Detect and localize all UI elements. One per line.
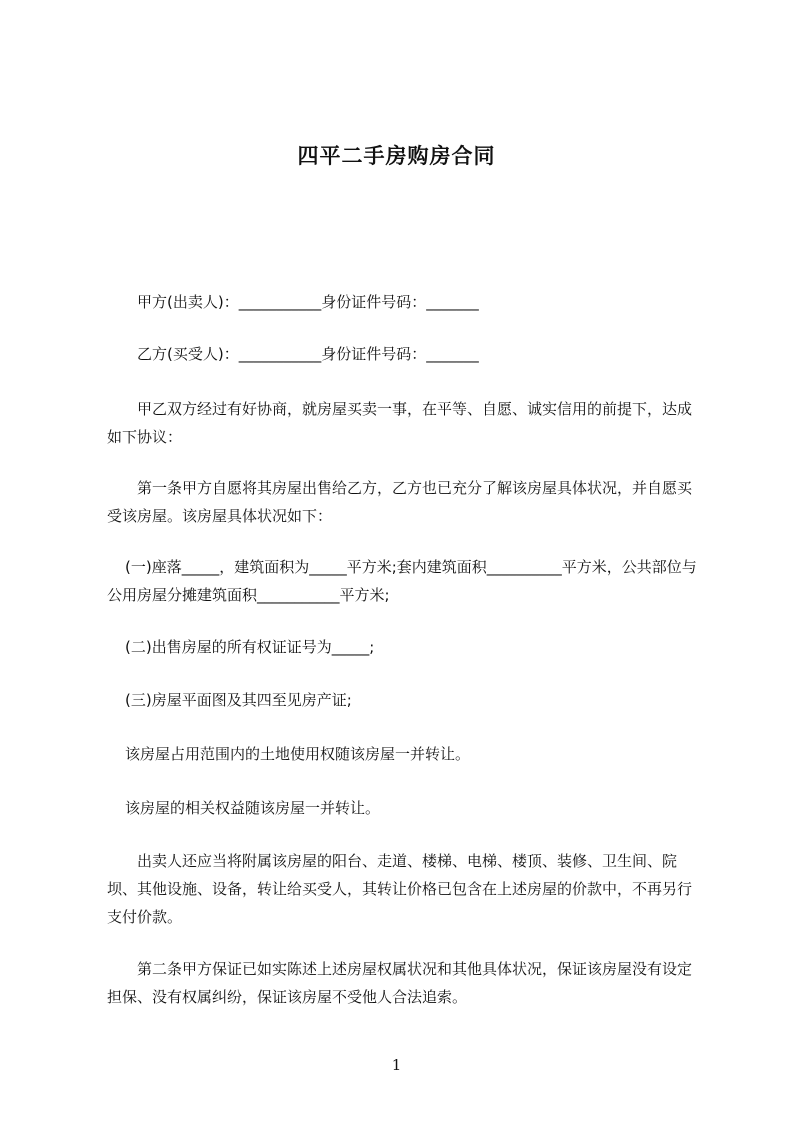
clause-location-area: (一)座落_____，建筑面积为_____平方米;套内建筑面积__________平方米，公共部位与公用房屋分摊建筑面积___________平方米;	[107, 558, 697, 604]
party-b-line: 乙方(买受人)：___________身份证件号码：_______	[137, 345, 479, 363]
article-two: 第二条甲方保证已如实陈述上述房屋权属状况和其他具体状况，保证该房屋没有设定担保、没有权属纠纷，保证该房屋不受他人合法追索。	[107, 960, 693, 1006]
page-number: 1	[391, 1056, 402, 1074]
clause-ownership-certificate: (二)出售房屋的所有权证证号为_____;	[125, 638, 375, 656]
article-one: 第一条甲方自愿将其房屋出售给乙方，乙方也已充分了解该房屋具体状况，并自愿买受该房屋。该房屋具体状况如下：	[107, 479, 693, 525]
land-use-transfer: 该房屋占用范围内的土地使用权随该房屋一并转让。	[125, 745, 471, 763]
clause-floor-plan: (三)房屋平面图及其四至见房产证;	[125, 691, 352, 709]
ancillary-facilities-transfer: 出卖人还应当将附属该房屋的阳台、走道、楼梯、电梯、楼顶、装修、卫生间、院坝、其他设施、设备，转让给买受人，其转让价格已包含在上述房屋的价款中，不再另行支付价款。	[107, 852, 693, 926]
related-rights-transfer: 该房屋的相关权益随该房屋一并转让。	[125, 799, 381, 817]
agreement-intro: 甲乙双方经过有好协商，就房屋买卖一事，在平等、自愿、诚实信用的前提下，达成如下协议：	[107, 400, 693, 446]
party-a-line: 甲方(出卖人)：___________身份证件号码：_______	[137, 293, 479, 311]
document-title: 四平二手房购房合同	[297, 144, 496, 168]
